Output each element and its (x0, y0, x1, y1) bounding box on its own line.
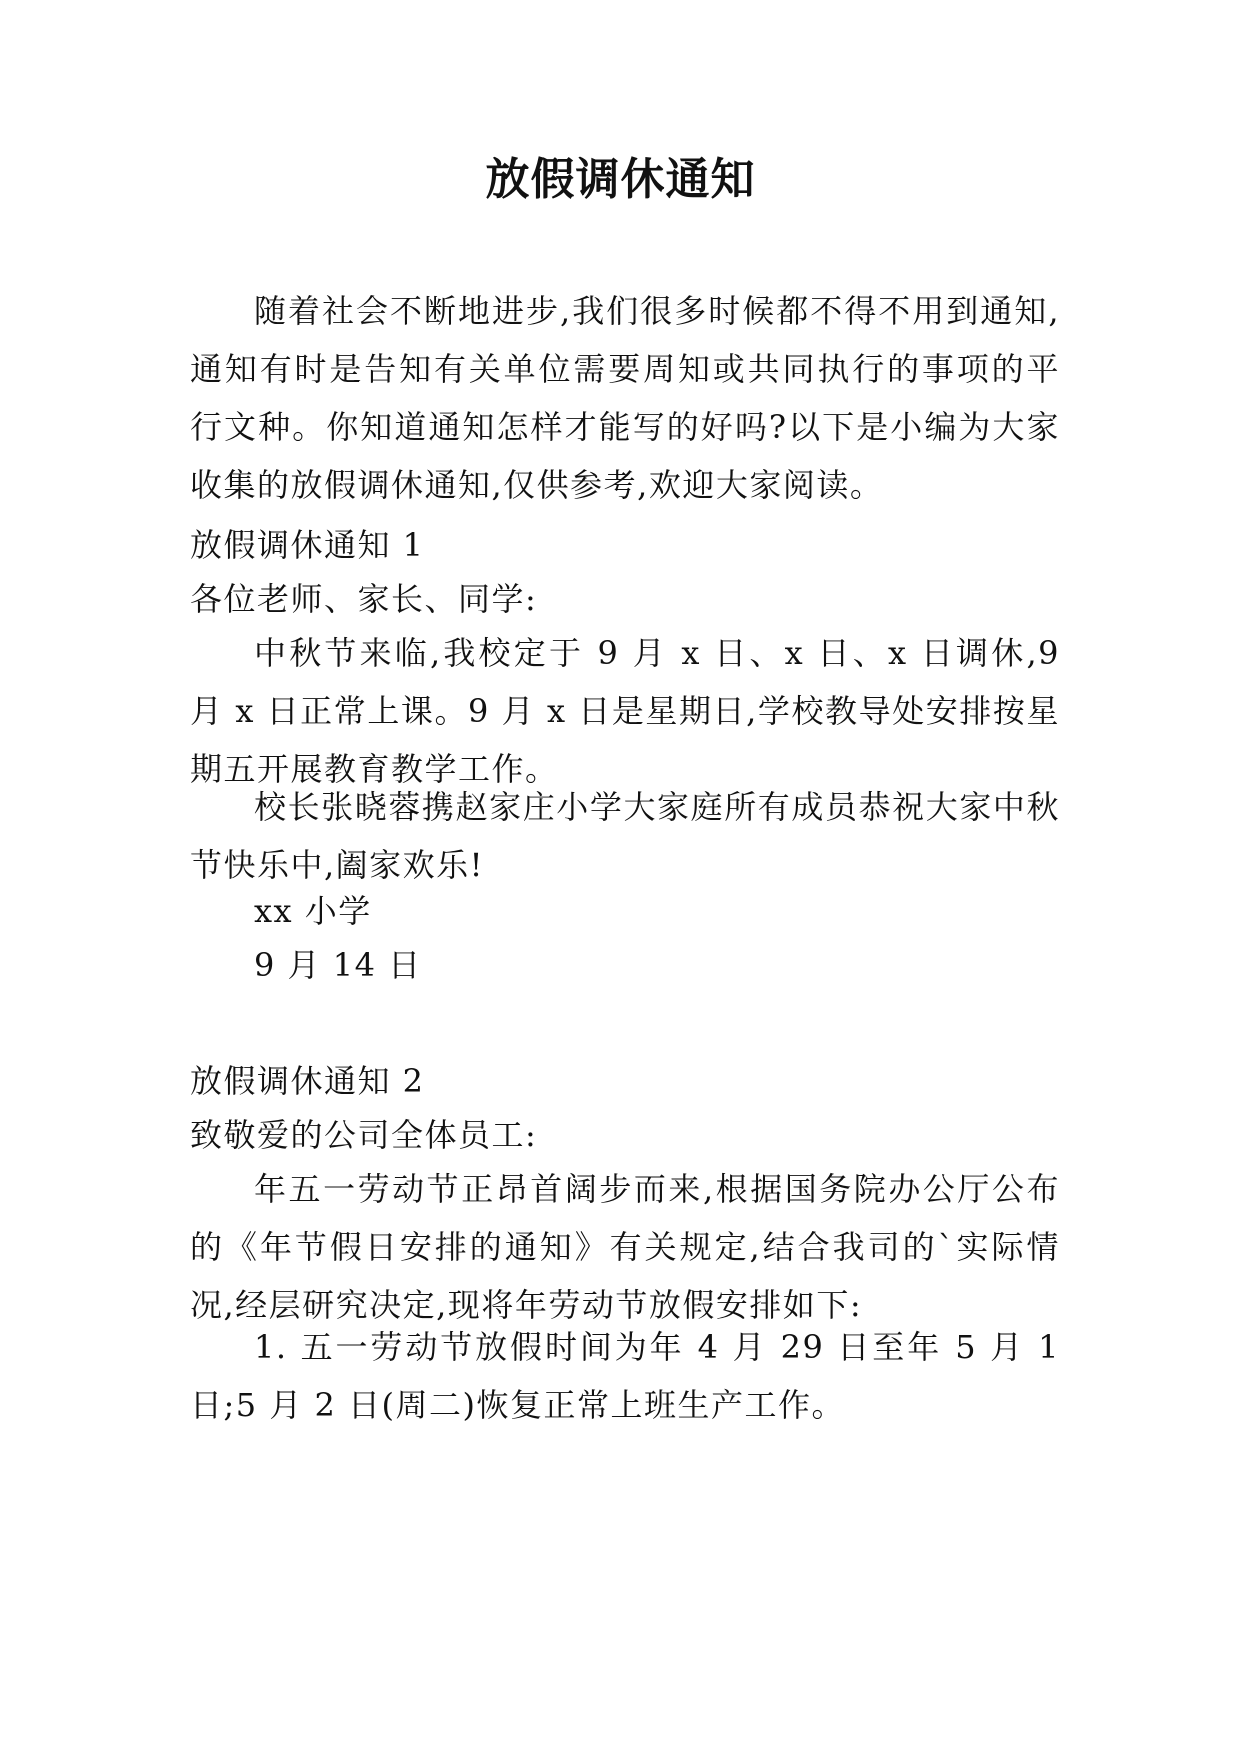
section-1-salutation: 各位老师、家长、同学: (190, 580, 538, 618)
section-2-paragraph-1: 年五一劳动节正昂首阔步而来,根据国务院办公厅公布的《年节假日安排的通知》有关规定,结合我司的`实际情况,经层研究决定,现将年劳动节放假安排如下: (190, 1170, 1060, 1324)
section-1-paragraph-2: 校长张晓蓉携赵家庄小学大家庭所有成员恭祝大家中秋节快乐中,阖家欢乐! (190, 788, 1060, 884)
document-title: 放假调休通知 (485, 154, 756, 205)
section-2-item-1: 1. 五一劳动节放假时间为年 4 月 29 日至年 5 月 1 日;5 月 2 日(周二)恢复正常上班生产工作。 (190, 1328, 1060, 1424)
intro-paragraph: 随着社会不断地进步,我们很多时候都不得不用到通知,通知有时是告知有关单位需要周知或共同执行的事项的平行文种。你知道通知怎样才能写的好吗?以下是小编为大家收集的放假调休通知,仅供参考,欢迎大家阅读。 (190, 292, 1060, 504)
section-2-heading: 放假调休通知 2 (190, 1062, 425, 1100)
section-2-salutation: 致敬爱的公司全体员工: (190, 1116, 538, 1154)
section-1-heading: 放假调休通知 1 (190, 526, 425, 564)
section-1-paragraph-1: 中秋节来临,我校定于 9 月 x 日、x 日、x 日调休,9 月 x 日正常上课。9 月 x 日是星期日,学校教导处安排按星期五开展教育教学工作。 (190, 634, 1060, 788)
section-1-date: 9 月 14 日 (254, 946, 422, 984)
section-1-signature: xx 小学 (254, 892, 372, 930)
